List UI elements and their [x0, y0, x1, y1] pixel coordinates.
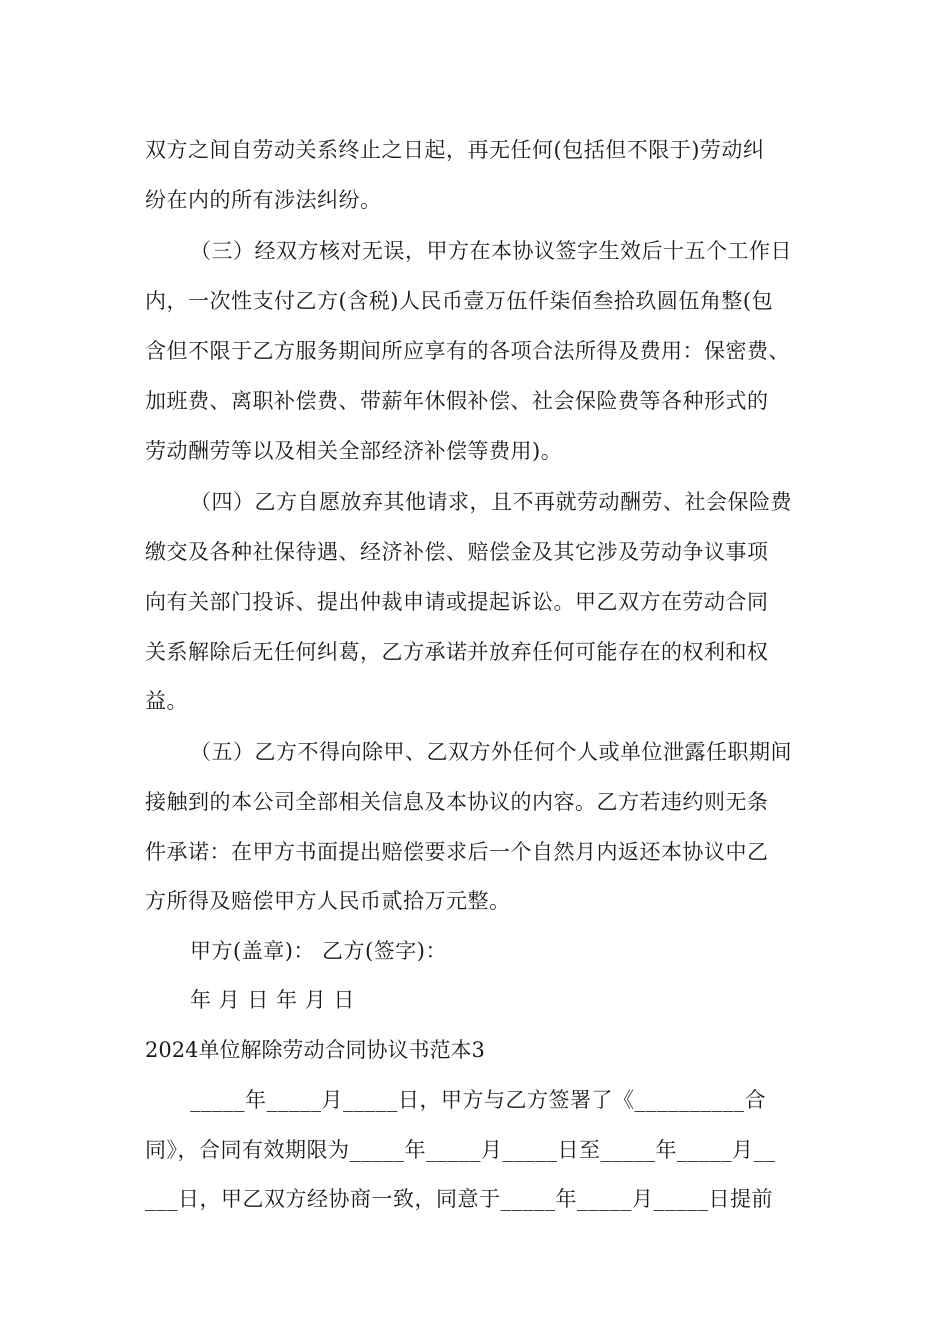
clause-3-line: 含但不限于乙方服务期间所应享有的各项合法所得及费用：保密费、	[145, 339, 790, 363]
clause-3-line: 劳动酬劳等以及相关全部经济补偿等费用)。	[145, 439, 563, 463]
clause-5-line: 接触到的本公司全部相关信息及本协议的内容。乙方若违约则无条	[145, 790, 769, 814]
agreement-3-line: ___日，甲乙双方经协商一致，同意于_____年_____月_____日提前	[145, 1187, 773, 1211]
clause-4-line: 益。	[145, 689, 188, 713]
clause-3-line: 内，一次性支付乙方(含税)人民币壹万伍仟柒佰叁拾玖圆伍角整(包	[145, 289, 774, 313]
clause-5-line: 件承诺：在甲方书面提出赔偿要求后一个自然月内返还本协议中乙	[145, 840, 769, 864]
agreement-3-line: 同》，合同有效期限为_____年_____月_____日至_____年_____月__	[145, 1138, 776, 1162]
clause-5-line: （五）乙方不得向除甲、乙双方外任何个人或单位泄露任职期间	[190, 740, 792, 764]
clause-4-line: （四）乙方自愿放弃其他请求，且不再就劳动酬劳、社会保险费	[190, 490, 792, 514]
clause-3-line: 加班费、离职补偿费、带薪年休假补偿、社会保险费等各种形式的	[145, 389, 769, 413]
section-title: 2024单位解除劳动合同协议书范本3	[145, 1038, 485, 1062]
clause-3-line: （三）经双方核对无误，甲方在本协议签字生效后十五个工作日	[190, 239, 792, 263]
signature-line: 甲方(盖章)： 乙方(签字)：	[190, 939, 447, 963]
date-line: 年 月 日 年 月 日	[190, 988, 355, 1012]
clause-4-line: 缴交及各种社保待遇、经济补偿、赔偿金及其它涉及劳动争议事项	[145, 540, 769, 564]
clause-4-line: 向有关部门投诉、提出仲裁申请或提起诉讼。甲乙双方在劳动合同	[145, 590, 769, 614]
paragraph-line: 双方之间自劳动关系终止之日起，再无任何(包括但不限于)劳动纠	[145, 138, 765, 162]
clause-5-line: 方所得及赔偿甲方人民币贰拾万元整。	[145, 889, 511, 913]
agreement-3-line: _____年_____月_____日，甲方与乙方签署了《__________合	[190, 1088, 766, 1112]
clause-4-line: 关系解除后无任何纠葛，乙方承诺并放弃任何可能存在的权利和权	[145, 640, 769, 664]
paragraph-line: 纷在内的所有涉法纠纷。	[145, 188, 382, 212]
